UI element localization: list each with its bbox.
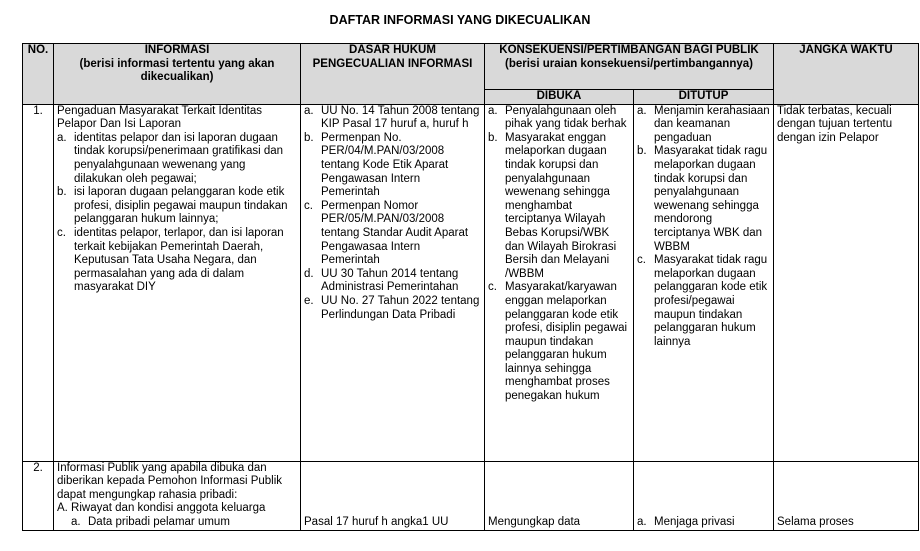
informasi-cell (54, 461, 301, 530)
list-item: c. Permenpan Nomor PER/05/M.PAN/03/2008 tentang Standar Audit Aparat Pengawasaa Intern Pemerintah (304, 199, 469, 267)
header-konsekuensi-subtitle: (berisi uraian konsekuensi/pertimbangannya) (505, 57, 753, 70)
list-item: e. UU No. 27 Tahun 2022 tentang Perlindungan Data Pribadi (304, 294, 480, 321)
header-dibuka: DIBUKA (485, 90, 634, 105)
ditutup-cell (634, 461, 774, 530)
list-item: b. Permenpan No. PER/04/M.PAN/03/2008 tentang Kode Etik Aparat Pengawasan Intern Pemerintah (304, 131, 449, 199)
jangka-waktu-cell: Selama proses (774, 461, 919, 530)
document-title: DAFTAR INFORMASI YANG DIKECUALIKAN (329, 13, 591, 27)
header-konsekuensi-title: KONSEKUENSI/PERTIMBANGAN BAGI PUBLIK (499, 44, 759, 56)
informasi-subheading: A. Riwayat dan kondisi anggota keluarga (57, 502, 266, 515)
header-informasi-title: INFORMASI (144, 44, 210, 56)
list-item: b. isi laporan dugaan pelanggaran kode etik profesi, disiplin pegawai maupun tindakan pelanggaran hukum lainnya; (57, 186, 288, 226)
header-konsekuensi (485, 44, 774, 90)
dibuka-cell: Mengungkap data (485, 461, 634, 530)
header-informasi (54, 44, 301, 105)
row-number: 1. (23, 104, 54, 461)
list-item: c. Masyarakat/karyawan enggan melaporkan pelanggaran kode etik profesi, disiplin pegawai maupun tindakan pelanggaran hukum lainnya sehingga menghambat proses penegakan hukum (488, 281, 628, 403)
table-row (23, 104, 919, 461)
header-dasar-hukum: DASAR HUKUM PENGECUALIAN INFORMASI (301, 44, 485, 105)
dibuka-cell (485, 104, 634, 461)
table-row (23, 461, 919, 530)
row-number: 2. (23, 461, 54, 530)
header-jangka-waktu: JANGKA WAKTU (774, 44, 919, 105)
exceptions-table (22, 43, 919, 531)
ditutup-cell (634, 104, 774, 461)
dasar-hukum-cell: Pasal 17 huruf h angka1 UU (301, 461, 485, 530)
list-item: a. Penyalahgunaan oleh pihak yang tidak berhak (488, 104, 627, 131)
header-informasi-subtitle: (berisi informasi tertentu yang akan dikecualikan) (79, 57, 275, 84)
header-no: NO. (23, 44, 54, 105)
list-item: a. UU No. 14 Tahun 2008 tentang KIP Pasal 17 huruf a, huruf h (304, 104, 480, 131)
list-item: b. Masyarakat tidak ragu melaporkan dugaan tindak korupsi dan penyalahgunaan wewenang sehingga mendorong terciptanya WBK dan WBBM (637, 145, 768, 253)
jangka-waktu-cell: Tidak terbatas, kecuali dengan tujuan tertentu dengan izin Pelapor (774, 104, 919, 461)
header-ditutup: DITUTUP (634, 90, 774, 105)
list-item: c. identitas pelapor, terlapor, dan isi laporan terkait kebijakan Pemerintah Daerah, Keputusan Tata Usaha Negara, dan permasalahan yang ada di dalam masyarakat DIY (57, 226, 284, 294)
list-item: b. Masyarakat enggan melaporkan dugaan tindak korupsi dan penyalahgunaan wewenang sehingga menghambat terciptanya Wilayah Bebas Korupsi/WBK dan Wilayah Birokrasi Bersih dan Melayani /WBBM (488, 131, 617, 280)
informasi-cell (54, 104, 301, 461)
dasar-hukum-cell (301, 104, 485, 461)
informasi-intro: Pengaduan Masyarakat Terkait Identitas Pelapor Dan Isi Laporan (57, 104, 262, 131)
list-item: a. Menjamin kerahasiaan dan keamanan pengaduan (637, 104, 770, 144)
list-item: a. identitas pelapor dan isi laporan dugaan tindak korupsi/penerimaan gratifikasi dan penyalahgunaan wewenang yang dilakukan oleh pegawai; (57, 131, 284, 185)
list-item: a. Data pribadi pelamar umum (71, 515, 230, 528)
list-item: a. Menjaga privasi (637, 515, 735, 528)
list-item: c. Masyarakat tidak ragu melaporkan dugaan pelanggaran kode etik profesi/pegawai maupun tindakan pelanggaran hukum lainnya (637, 254, 768, 348)
informasi-intro: Informasi Publik yang apabila dibuka dan diberikan kepada Pemohon Informasi Publik dapat mengungkap rahasia pribadi: (57, 461, 283, 501)
list-item: d. UU 30 Tahun 2014 tentang Administrasi Pemerintahan (304, 267, 459, 294)
